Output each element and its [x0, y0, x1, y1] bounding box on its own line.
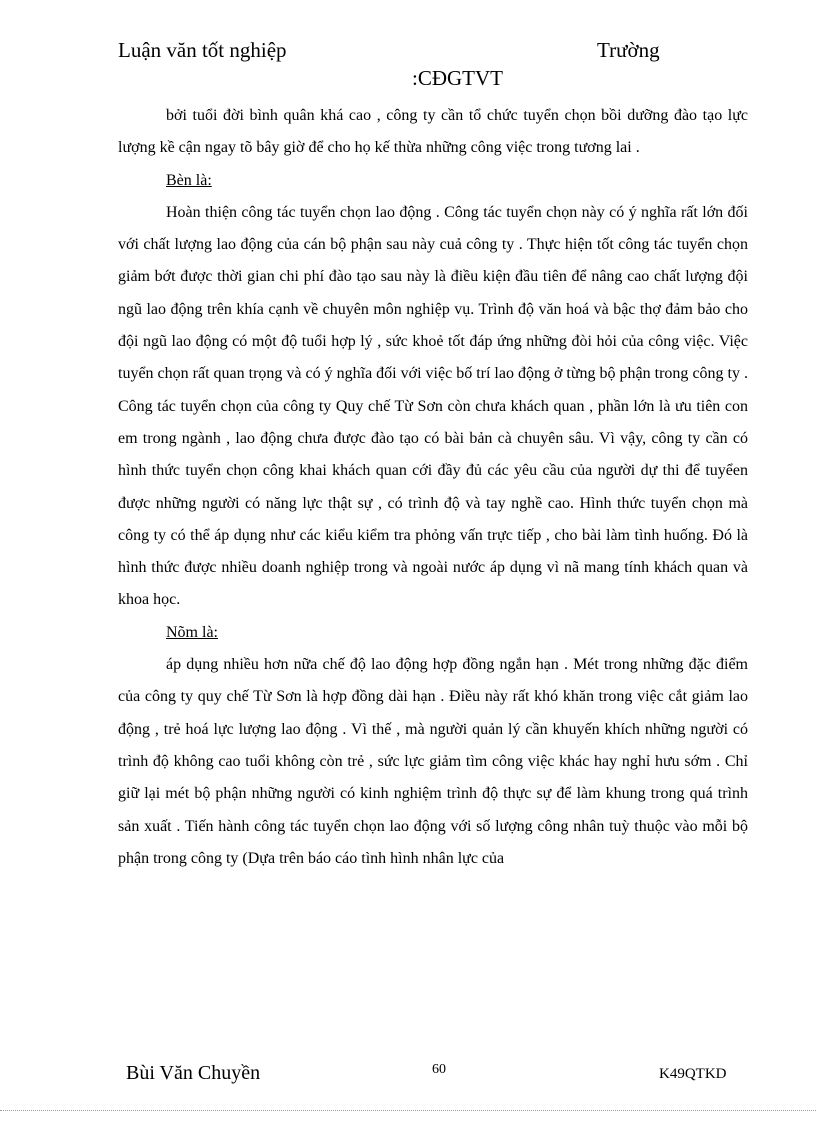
header-title: Luận văn tốt nghiệp [118, 38, 287, 62]
section-heading-2: Nõm là: [166, 623, 218, 641]
footer-author: Bùi Văn Chuyền [126, 1062, 261, 1084]
paragraph-3: áp dụng nhiều hơn nữa chế độ lao động hợp đồng ngắn hạn . Mét trong những đặc điểm của công ty quy chế Từ Sơn là hợp đồng dài hạn . Điều này rất khó khăn trong việc cắt giảm lao động , trẻ hoá lực lượng lao động . Vì thế , mà người quản lý cần khuyến khích những người có trình độ không cao tuổi không còn trẻ , sức lực giảm tìm công việc khác hay nghỉ hưu sớm . Chỉ giữ lại mét bộ phận những người có kinh nghiệm trình độ thực sự để làm khung trong quá trình sản xuất . Tiến hành công tác tuyển chọn lao động với số lượng công nhân tuỳ thuộc vào mỗi bộ phận trong công ty (Dựa trên báo cáo tình hình nhân lực của [118, 656, 748, 867]
header-school-code: :CĐGTVT [412, 66, 503, 90]
header-school: Trường [597, 38, 660, 62]
paragraph-1: bởi tuổi đời bình quân khá cao , công ty cần tổ chức tuyển chọn bồi dưỡng đào tạo lực lượng kề cận ngay tõ bây giờ để cho họ kế thừa những công việc trong tương lai . [118, 107, 748, 157]
paragraph-2: Hoàn thiện công tác tuyển chọn lao động . Công tác tuyển chọn này có ý nghĩa rất lớn đối với chất lượng lao động của cán bộ phận sau này cuả công ty . Thực hiện tốt công tác tuyển chọn giảm bớt được thời gian chi phí đào tạo sau này là điều kiện đầu tiên để nâng cao chất lượng đội ngũ lao động trên khía cạnh về chuyên môn nghiệp vụ. Trình độ văn hoá và bậc thợ đảm bảo cho đội ngũ lao động có một độ tuổi hợp lý , sức khoẻ tốt đáp ứng những đòi hỏi của công việc. Việc tuyển chọn rất quan trọng và có ý nghĩa đối với việc bố trí lao động ở từng bộ phận trong công ty . Công tác tuyển chọn của công ty Quy chế Từ Sơn còn chưa khách quan , phần lớn là ưu tiên con em trong ngành , lao động chưa được đào tạo có bài bản cà chuyên sâu. Vì vậy, công ty cần có hình thức tuyển chọn công khai khách quan cới đầy đủ các yêu cầu của người dự thi để tuyểen được những người có năng lực thật sự , có trình độ và tay nghề cao. Hình thức tuyển chọn mà công ty có thể áp dụng như các kiểu kiểm tra phỏng vấn trực tiếp , cho bài làm tình huống. Đó là hình thức được nhiều doanh nghiệp trong và ngoài nước áp dụng vì nã mang tính khách quan và khoa học. [118, 203, 748, 609]
section-heading-1: Bèn là: [166, 171, 212, 189]
page-bottom-divider [0, 1110, 816, 1111]
document-body [118, 100, 748, 875]
footer-class-code: K49QTKD [659, 1066, 727, 1082]
page-number: 60 [432, 1062, 446, 1077]
